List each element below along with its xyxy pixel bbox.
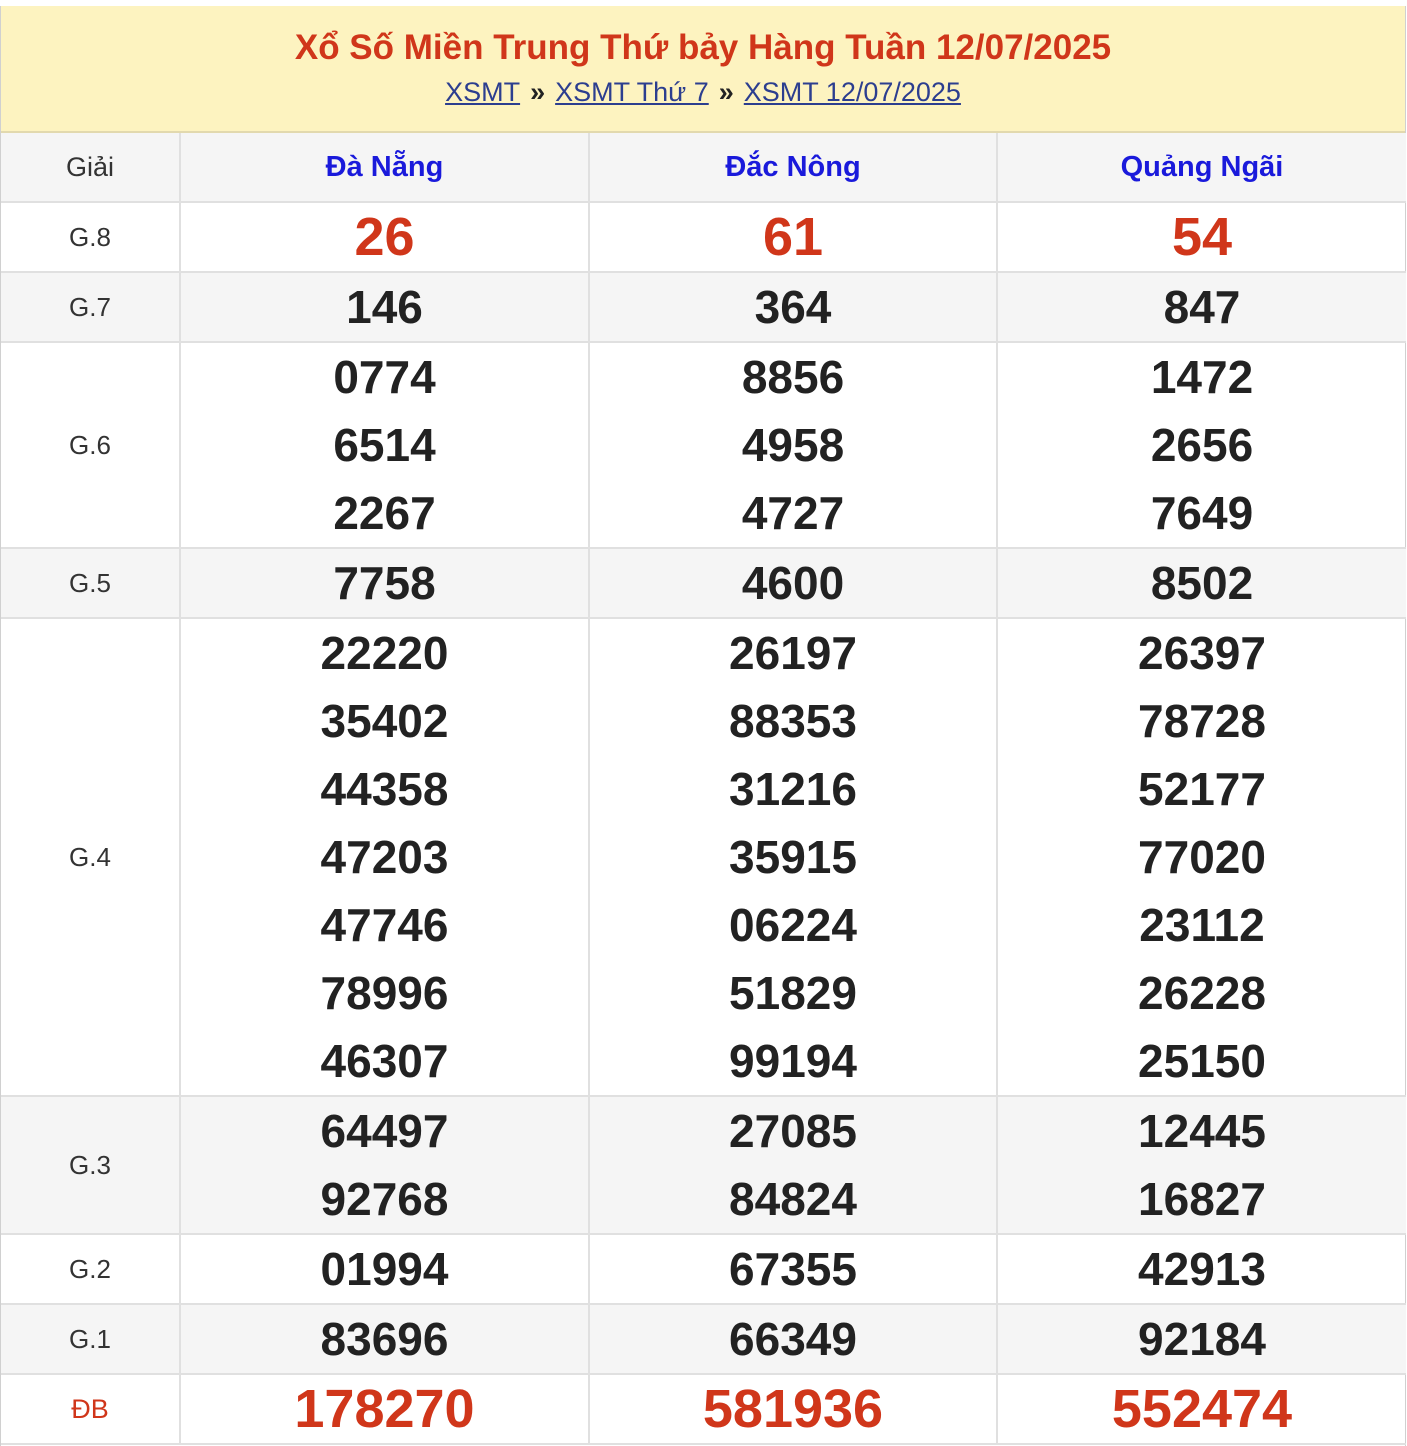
result-number: 8856 [741,351,845,403]
result-cell [589,1374,997,1444]
prize-label: G.7 [1,272,180,342]
result-cell [997,618,1406,1096]
result-number: 847 [1163,281,1241,333]
result-cell [997,202,1406,272]
result-number: 06224 [729,899,857,951]
result-number: 581936 [702,1379,884,1439]
result-cell [180,1304,589,1374]
result-number: 146 [346,281,423,333]
prize-row [1,1096,1406,1234]
result-number: 31216 [729,763,857,815]
prize-row [1,272,1406,342]
result-cell [997,548,1406,618]
result-number: 78996 [320,967,449,1019]
result-cell [997,1374,1406,1444]
result-number: 25150 [1138,1035,1266,1087]
result-number: 83696 [320,1313,449,1365]
result-number: 27085 [729,1105,857,1157]
breadcrumb [1,75,1405,109]
prize-label: G.6 [1,342,180,548]
result-cell [589,1304,997,1374]
breadcrumb-separator: » [530,77,546,107]
prize-row [1,1374,1406,1444]
prize-row [1,548,1406,618]
province-header-dac-nong[interactable]: Đắc Nông [589,133,997,202]
result-number: 88353 [729,695,857,747]
result-cell [589,342,997,548]
result-number: 1472 [1150,351,1254,403]
result-number: 7649 [1150,487,1254,539]
result-number: 67355 [729,1243,857,1295]
result-cell [589,618,997,1096]
result-number: 0774 [333,351,436,403]
result-number: 77020 [1138,831,1266,883]
results-table [1,133,1406,1445]
prize-label: G.5 [1,548,180,618]
prize-row [1,618,1406,1096]
result-number: 26 [354,207,415,267]
result-number: 4727 [741,487,845,539]
result-number: 61 [762,207,824,267]
result-number: 4600 [741,557,845,609]
result-cell [997,1304,1406,1374]
result-number: 7758 [333,557,436,609]
breadcrumb-xsmt[interactable]: XSMT [445,77,521,107]
result-number: 26197 [729,627,857,679]
result-number: 364 [754,281,832,333]
province-header-quang-ngai[interactable]: Quảng Ngãi [997,133,1406,202]
prize-column-header: Giải [1,133,180,202]
result-number: 2656 [1150,419,1254,471]
page-title: Xổ Số Miền Trung Thứ bảy Hàng Tuần 12/07/2025 [294,28,1112,67]
result-number: 6514 [333,419,436,471]
result-number: 92768 [320,1173,449,1225]
prize-label: G.4 [1,618,180,1096]
prize-label: G.8 [1,202,180,272]
result-number: 44358 [320,763,449,815]
result-cell [589,548,997,618]
prize-label: G.2 [1,1234,180,1304]
result-number: 22220 [320,627,449,679]
result-number: 42913 [1138,1243,1266,1295]
result-number: 52177 [1138,763,1266,815]
prize-label: G.1 [1,1304,180,1374]
result-number: 2267 [333,487,436,539]
result-cell [997,1096,1406,1234]
result-number: 54 [1171,207,1233,267]
result-cell [589,272,997,342]
result-number: 99194 [729,1035,857,1087]
result-cell [180,1096,589,1234]
result-number: 64497 [320,1105,449,1157]
result-number: 51829 [729,967,857,1019]
result-cell [180,342,589,548]
result-cell [180,1374,589,1444]
result-number: 26397 [1138,627,1266,679]
result-number: 26228 [1138,967,1266,1019]
prize-row [1,342,1406,548]
prize-row [1,202,1406,272]
result-number: 35915 [729,831,857,883]
breadcrumb-xsmt-thu-7[interactable]: XSMT Thứ 7 [555,77,709,107]
result-number: 47203 [320,831,449,883]
result-cell [589,202,997,272]
result-cell [180,548,589,618]
result-number: 552474 [1111,1379,1293,1439]
result-number: 23112 [1139,899,1265,951]
result-number: 92184 [1138,1313,1266,1365]
result-cell [997,342,1406,548]
result-number: 178270 [294,1379,475,1439]
result-cell [589,1234,997,1304]
result-number: 12445 [1138,1105,1266,1157]
result-cell [180,618,589,1096]
result-cell [589,1096,997,1234]
result-number: 47746 [320,899,449,951]
result-cell [180,202,589,272]
result-number: 84824 [729,1173,857,1225]
prize-row [1,1304,1406,1374]
result-cell [180,272,589,342]
prize-row [1,1234,1406,1304]
table-header-row [1,133,1406,202]
breadcrumb-xsmt-date[interactable]: XSMT 12/07/2025 [743,77,961,107]
result-number: 78728 [1138,695,1266,747]
result-number: 01994 [320,1243,449,1295]
prize-label: G.3 [1,1096,180,1234]
result-number: 8502 [1150,557,1254,609]
prize-label: ĐB [1,1374,180,1444]
result-cell [997,272,1406,342]
result-number: 4958 [741,419,845,471]
result-cell [180,1234,589,1304]
result-cell [997,1234,1406,1304]
result-number: 35402 [320,695,449,747]
breadcrumb-separator: » [718,77,734,107]
result-number: 46307 [320,1035,449,1087]
results-body [1,202,1406,1444]
result-number: 66349 [729,1313,857,1365]
results-header [1,6,1405,133]
result-number: 16827 [1138,1173,1266,1225]
results-panel [0,6,1406,1446]
province-header-da-nang[interactable]: Đà Nẵng [180,133,589,202]
